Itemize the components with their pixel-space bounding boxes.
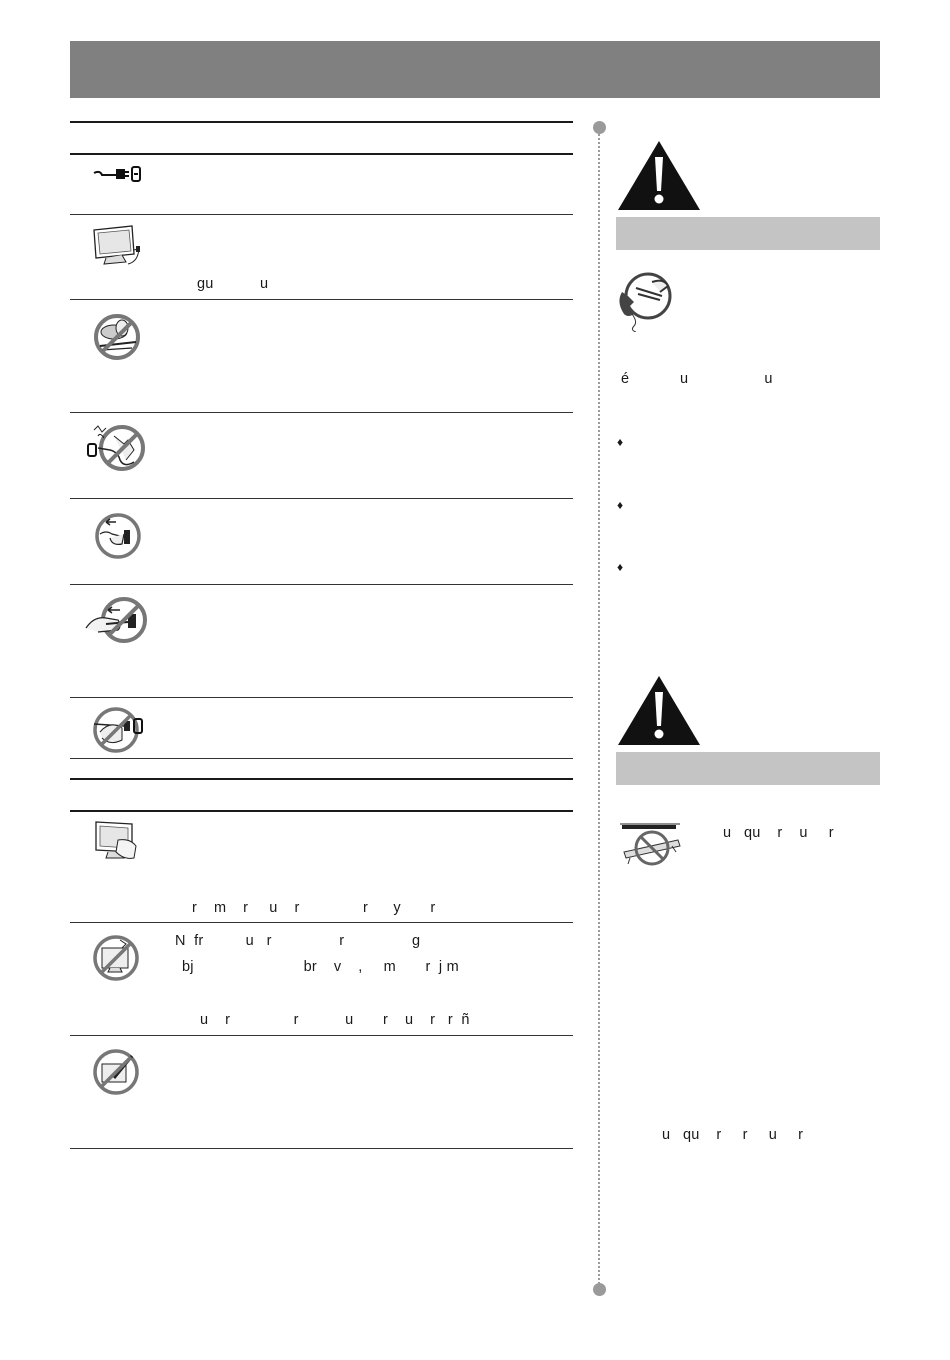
table-top-rule xyxy=(70,121,573,123)
table2-bottom-rule xyxy=(70,1148,573,1149)
no-objects-on-monitor-icon xyxy=(92,934,140,982)
service-call-icon xyxy=(616,270,674,332)
table2-top-rule xyxy=(70,778,573,780)
no-sharp-objects-icon xyxy=(92,1048,140,1096)
row-divider xyxy=(70,758,573,759)
row-divider xyxy=(70,299,573,300)
row-divider xyxy=(70,412,573,413)
table-header-rule xyxy=(70,153,573,155)
separator-top-dot xyxy=(593,121,606,134)
monitor-icon xyxy=(88,224,144,268)
caution-band-2 xyxy=(616,752,880,785)
caution2-text: u qu r u r xyxy=(723,825,834,841)
bullet-3: ♦ xyxy=(617,560,624,574)
power-plug-icon xyxy=(92,164,142,184)
row9-line3: u r r u r u r r ñ xyxy=(200,1012,470,1028)
caution2-bottom-text: u qu r r u r xyxy=(662,1127,804,1143)
column-separator xyxy=(598,130,600,1288)
monitor-cleaning-icon xyxy=(88,818,144,866)
bullet-1: ♦ xyxy=(617,435,624,449)
no-wet-hands-plug-icon xyxy=(84,422,148,472)
no-unstable-surface-icon xyxy=(618,822,684,868)
table2-header-rule xyxy=(70,810,573,812)
no-heavy-object-on-cable-icon xyxy=(92,312,142,362)
row-divider xyxy=(70,584,573,585)
no-pull-cable-icon xyxy=(84,596,148,646)
row-divider xyxy=(70,922,573,923)
warning-icon xyxy=(616,139,702,212)
no-damaged-plug-icon xyxy=(92,706,144,754)
row-divider xyxy=(70,1035,573,1036)
row9-line2: bj br v , m r j m xyxy=(182,959,459,975)
row-divider xyxy=(70,697,573,698)
caution-band-1 xyxy=(616,217,880,250)
row-divider xyxy=(70,498,573,499)
bullet-2: ♦ xyxy=(617,498,624,512)
row9-line1: N fr u r r g xyxy=(175,933,421,949)
row-divider xyxy=(70,214,573,215)
warning-icon-2 xyxy=(616,674,702,747)
row8-text: r m r u r r y r xyxy=(192,900,436,916)
unplug-hand-icon xyxy=(94,512,142,560)
separator-bottom-dot xyxy=(593,1283,606,1296)
header-bar xyxy=(70,41,880,98)
caution1-text: é u u xyxy=(621,371,773,387)
row2-text: gu u xyxy=(197,276,269,292)
